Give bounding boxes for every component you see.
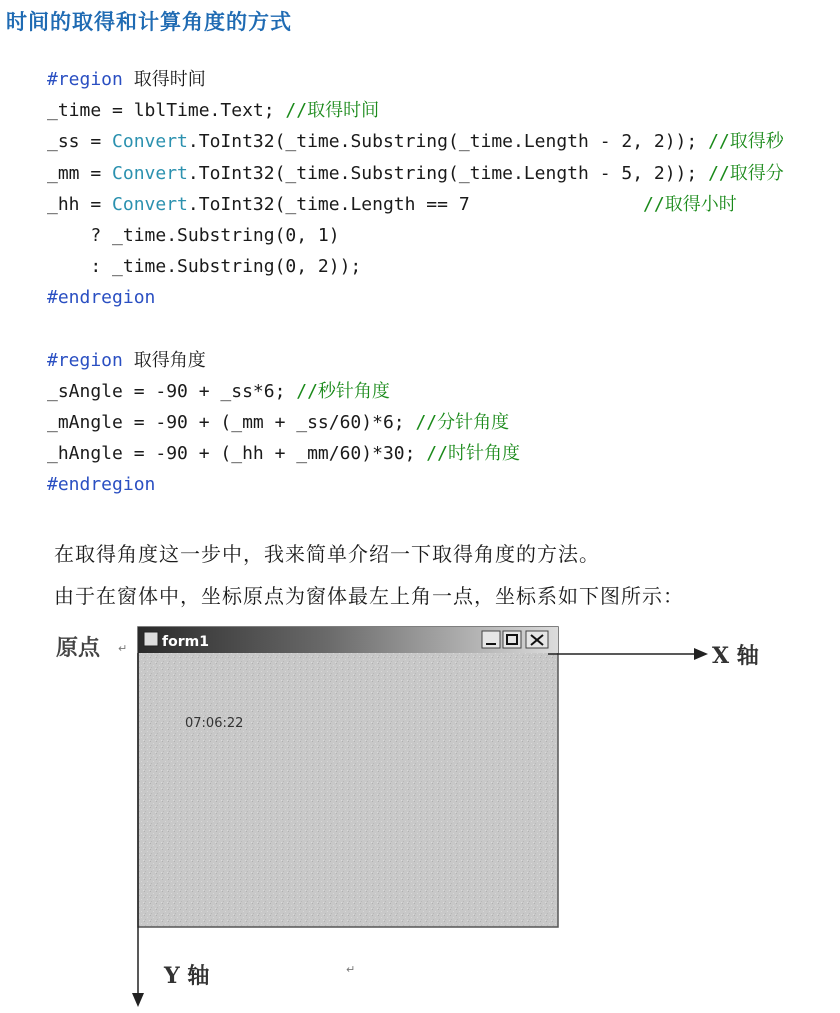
code-text: _mAngle = -90 + (_mm + _ss/60)*6;	[47, 412, 416, 434]
region-directive: #region	[47, 349, 123, 371]
code-text: _mm =	[47, 162, 113, 184]
code-text: _ss =	[47, 131, 113, 153]
minimize-button[interactable]	[482, 631, 500, 648]
window-title: form1	[162, 634, 209, 650]
code-line	[47, 158, 784, 189]
maximize-button[interactable]	[503, 631, 521, 648]
code-line	[47, 407, 784, 438]
code-line	[47, 189, 784, 220]
code-comment: //取得时间	[285, 100, 380, 122]
paragraph-2: 由于在窗体中，坐标原点为窗体最左上角一点，坐标系如下图所示：	[54, 584, 684, 608]
code-line	[47, 126, 784, 157]
code-comment: //取得秒	[708, 131, 784, 153]
code-comment: //取得小时	[643, 193, 737, 215]
x-axis-arrow-icon	[694, 648, 708, 660]
code-comment: //时针角度	[426, 443, 520, 465]
coordinate-figure	[0, 615, 840, 1013]
paragraph-mark-icon: ↵	[118, 642, 128, 655]
code-line	[47, 438, 784, 469]
region-label: 取得时间	[133, 69, 206, 90]
code-line	[47, 64, 784, 95]
code-line	[47, 376, 784, 407]
y-axis-label: Y 轴	[164, 963, 210, 989]
code-text: _hh =	[47, 193, 113, 215]
code-comment: //秒针角度	[296, 380, 390, 402]
class-name: Convert	[112, 193, 188, 215]
region-label: 取得角度	[133, 349, 206, 371]
window-app-icon	[144, 632, 158, 646]
paragraph-1: 在取得角度这一步中，我来简单介绍一下取得角度的方法。	[54, 542, 600, 566]
close-button[interactable]	[526, 631, 548, 648]
code-line: : _time.Substring(0, 2));	[47, 256, 362, 278]
endregion-directive: #endregion	[47, 474, 156, 496]
code-text: _time = lblTime.Text;	[47, 100, 286, 122]
y-axis-arrow-icon	[132, 993, 144, 1007]
origin-label: 原点	[56, 635, 101, 661]
code-line	[47, 345, 784, 376]
code-comment: //分针角度	[415, 412, 510, 434]
code-text: .ToInt32(_time.Substring(_time.Length - 5, 2));	[187, 162, 709, 184]
code-text: _sAngle = -90 + _ss*6;	[47, 380, 297, 402]
code-comment: //取得分	[708, 162, 784, 184]
class-name: Convert	[112, 162, 188, 184]
code-text: .ToInt32(_time.Length == 7	[187, 193, 644, 215]
code-text: .ToInt32(_time.Substring(_time.Length - 2, 2));	[187, 131, 709, 153]
blank-line	[47, 314, 784, 345]
code-line: ? _time.Substring(0, 1)	[47, 224, 340, 246]
x-axis-label: X 轴	[712, 643, 759, 669]
class-name: Convert	[112, 131, 188, 153]
paragraph-mark-icon: ↵	[346, 963, 356, 976]
region-directive: #region	[47, 69, 123, 90]
page-title: 时间的取得和计算角度的方式	[6, 10, 292, 34]
form-window	[138, 627, 558, 927]
code-text: _hAngle = -90 + (_hh + _mm/60)*30;	[47, 443, 427, 465]
endregion-directive: #endregion	[47, 287, 156, 309]
code-line	[47, 95, 784, 126]
time-label: 07:06:22	[185, 716, 244, 731]
code-block	[47, 64, 784, 501]
